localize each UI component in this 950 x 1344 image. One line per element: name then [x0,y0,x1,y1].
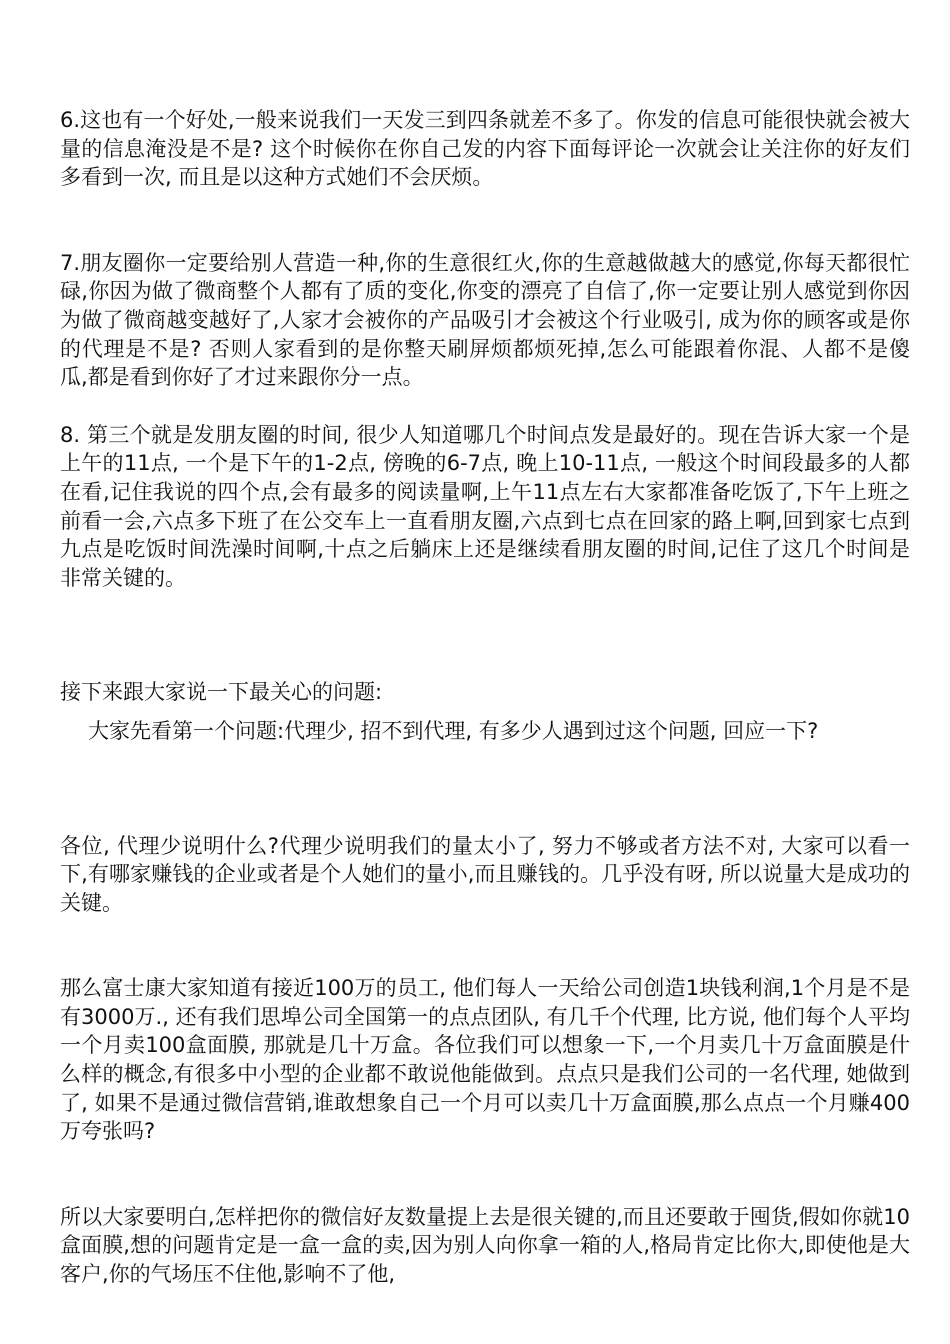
paragraph-8-posting-time: 8. 第三个就是发朋友圈的时间, 很少人知道哪几个时间点发是最好的。现在告诉大家一个是上午的11点, 一个是下午的1-2点, 傍晚的6-7点, 晚上10-11点, 一般这个时间段最多的人都在看,记住我说的四个点,会有最多的阅读量啊,上午11点左右大家都准备吃饭了,下午上班之前看一会,六点多下班了在公交车上一直看朋友圈,六点到七点在回家的路上啊,回到家七点到九点是吃饭时间洗澡时间啊,十点之后躺床上还是继续看朋友圈的时间,记住了这几个时间是非常关键的。 [60,422,910,590]
paragraph-agents-explanation: 各位, 代理少说明什么?代理少说明我们的量太小了, 努力不够或者方法不对, 大家可以看一下,有哪家赚钱的企业或者是个人她们的量小,而且赚钱的。几乎没有呀, 所以说量大是成功的关键。 [60,833,910,915]
paragraph-increase-friends: 所以大家要明白,怎样把你的微信好友数量提上去是很关键的,而且还要敢于囤货,假如你就10盒面膜,想的问题肯定是一盒一盒的卖,因为别人向你拿一箱的人,格局肯定比你大,即使他是大客户,你的气场压不住他,影响不了他, [60,1204,910,1287]
document-page [60,106,910,1289]
paragraph-7-moments-image: 7.朋友圈你一定要给别人营造一种,你的生意很红火,你的生意越做越大的感觉,你每天都很忙碌,你因为做了微商整个人都有了质的变化,你变的漂亮了自信了,你一定要让别人感觉到你因为做了微商越变越好了,人家才会被你的产品吸引才会被这个行业吸引, 成为你的顾客或是你的代理是不是? 否则人家看到的是你整天刷屏烦都烦死掉,怎么可能跟着你混、人都不是傻瓜,都是看到你好了才过来跟你分一点。 [60,250,910,390]
paragraph-6-comment-tip: 6.这也有一个好处,一般来说我们一天发三到四条就差不多了。你发的信息可能很快就会被大量的信息淹没是不是? 这个时候你在你自己发的内容下面每评论一次就会让关注你的好友们多看到一次, 而且是以这种方式她们不会厌烦。 [60,108,910,190]
paragraph-next-topic: 接下来跟大家说一下最关心的问题: [60,680,383,705]
paragraph-first-question: 大家先看第一个问题:代理少, 招不到代理, 有多少人遇到过这个问题, 回应一下? [88,718,819,743]
paragraph-foxconn-example: 那么富士康大家知道有接近100万的员工, 他们每人一天给公司创造1块钱利润,1个月是不是有3000万., 还有我们思埠公司全国第一的点点团队, 有几千个代理, 比方说, 他们每个人平均一个月卖100盒面膜, 那就是几十万盒。各位我们可以想象一下,一个月卖几十万盒面膜是什么样的概念,有很多中小型的企业都不敢说他能做到。点点只是我们公司的一名代理, 她做到了, 如果不是通过微信营销,谁敢想象自己一个月可以卖几十万盒面膜,那么点点一个月赚400万夸张吗? [60,976,910,1144]
